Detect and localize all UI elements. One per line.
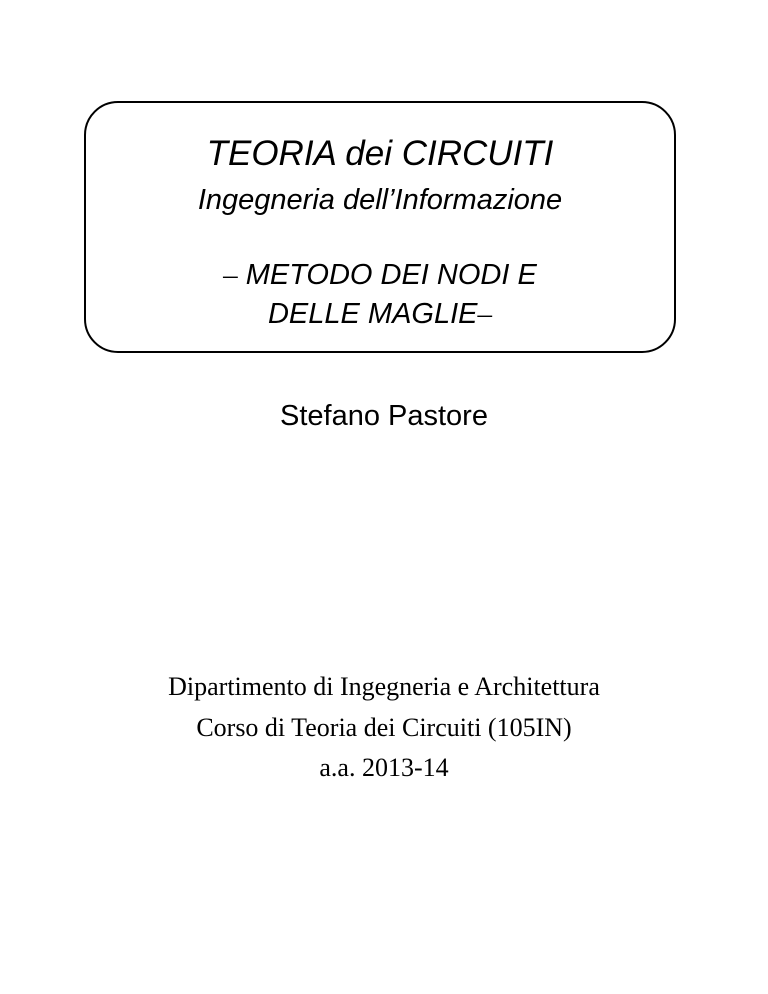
title-box [84, 101, 676, 353]
topic-line-2 [86, 297, 674, 331]
author-name: Stefano Pastore [280, 400, 488, 432]
academic-year-line: a.a. 2013-14 [319, 753, 449, 782]
topic-line-1 [86, 258, 674, 292]
department-line: Dipartimento di Ingegneria e Architettura [168, 672, 600, 701]
course-line: Corso di Teoria dei Circuiti (105IN) [196, 713, 572, 742]
topic-text-2: DELLE MAGLIE [267, 298, 478, 330]
document-subtitle: Ingegneria dell’Informazione [197, 184, 563, 216]
document-title: TEORIA dei CIRCUITI [206, 134, 554, 173]
topic-dash-left: – [223, 259, 238, 291]
topic-dash-right: – [477, 298, 493, 330]
topic-text-1: METODO DEI NODI E [245, 259, 537, 291]
